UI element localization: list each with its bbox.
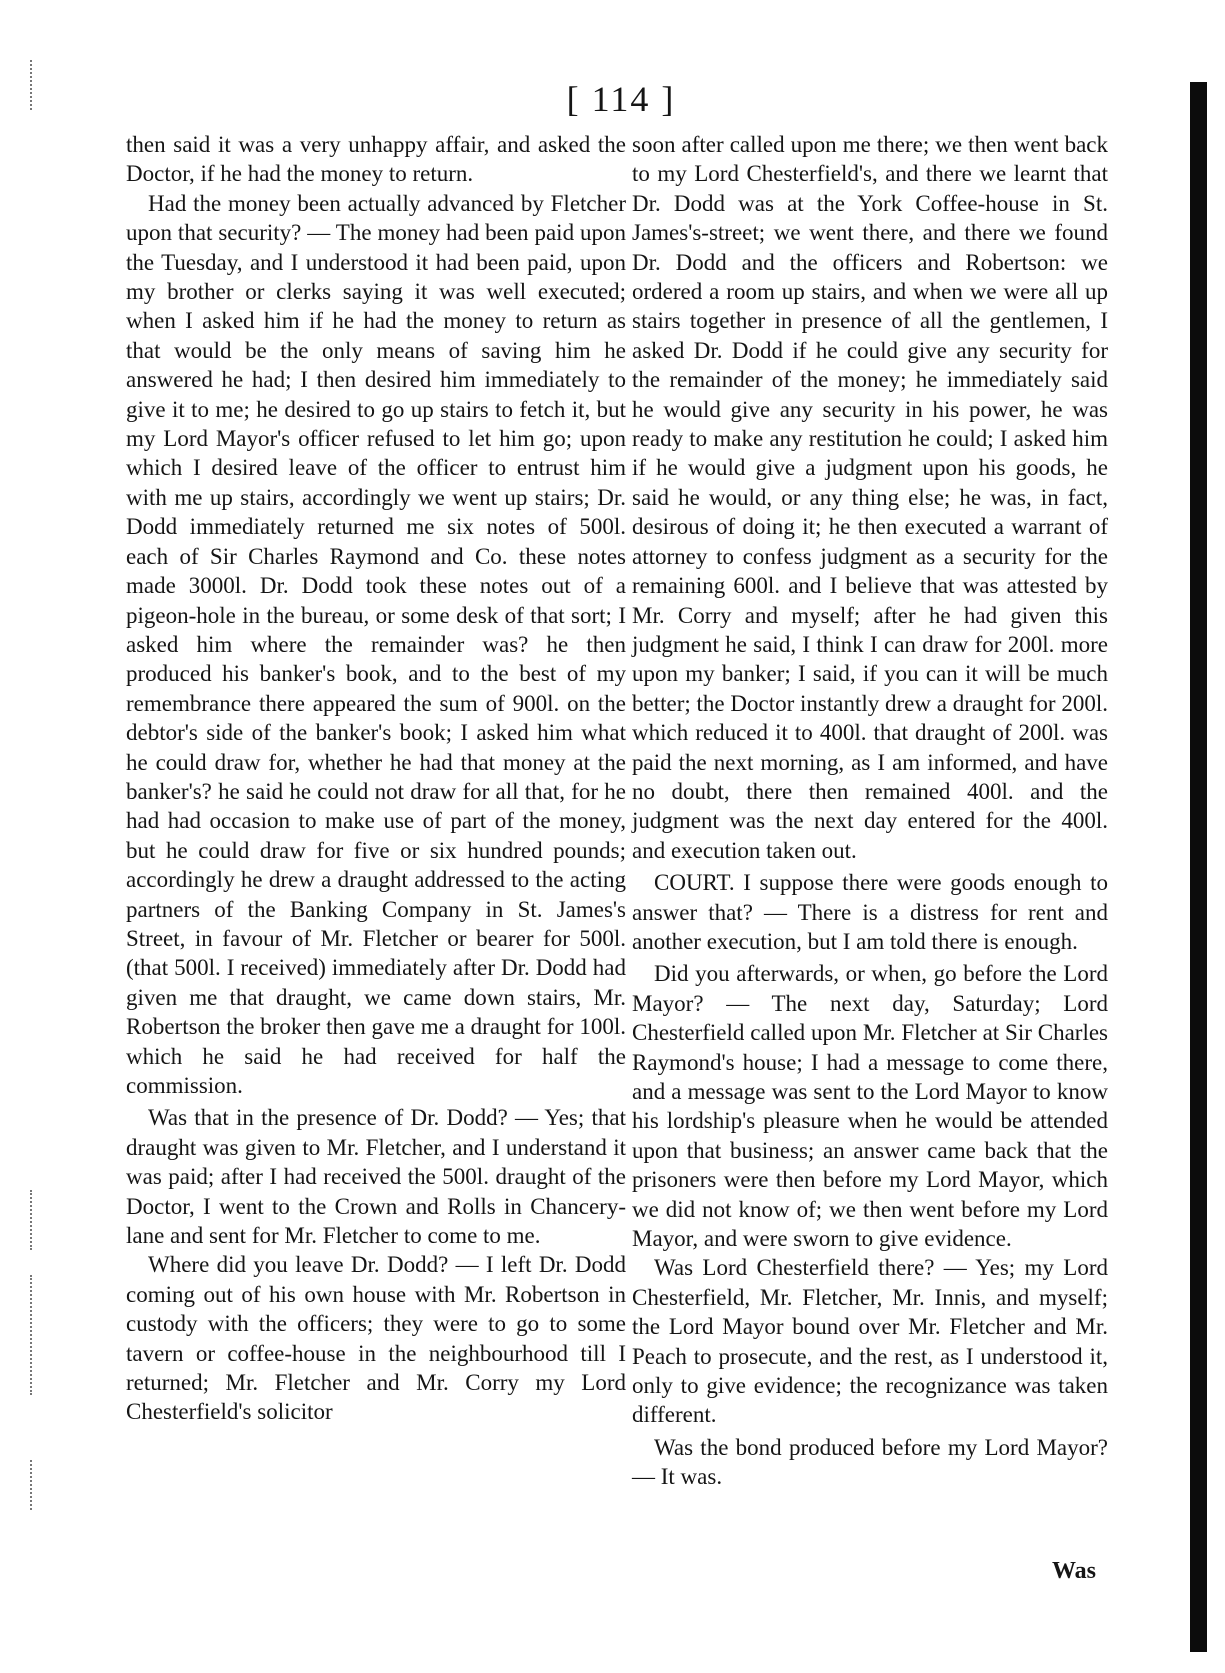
binding-edge-shadow xyxy=(1190,82,1207,1652)
paragraph: Where did you leave Dr. Dodd? — I left Dr. Dodd coming out of his own house with Mr. Robertson in custody with the officers; they were to go to some tavern or coffee-house in the neighbourhood till I returned; Mr. Fletcher and Mr. Corry my Lord Chesterfield's solicitor xyxy=(126,1252,626,1425)
paragraph: then said it was a very unhappy affair, and asked the Doctor, if he had the money to return. xyxy=(126,132,626,187)
paragraph: Was Lord Chesterfield there? — Yes; my Lord Chesterfield, Mr. Fletcher, Mr. Innis, and myself; the Lord Mayor bound over Mr. Fletcher and Mr. Peach to prosecute, and the rest, as I understood it, only to give evidence; the recognizance was taken different. xyxy=(632,1255,1108,1428)
left-column xyxy=(126,130,626,1427)
right-column xyxy=(632,130,1108,1492)
margin-mark-top xyxy=(30,60,40,110)
margin-mark-bottom xyxy=(30,1460,40,1510)
catchword: Was xyxy=(1052,1558,1097,1584)
paragraph: Was that in the presence of Dr. Dodd? — Yes; that draught was given to Mr. Fletcher, and I understand it was paid; after I had received the 500l. draught of the Doctor, I went to the Crown and Rolls in Chancery-lane and sent for Mr. Fletcher to come to me. xyxy=(126,1105,626,1249)
paragraph: Was the bond produced before my Lord Mayor? — It was. xyxy=(632,1434,1108,1490)
page-number: [ 114 ] xyxy=(566,79,676,119)
margin-mark-middle xyxy=(30,1190,40,1250)
paragraph: Had the money been actually advanced by Fletcher upon that security? — The money had been paid upon the Tuesday, and I understood it had been paid, upon my brother or clerks saying it was well executed; when I asked him if he had the money to return as that would be the only means of saving him he answered he had; I then desired him immediately to give it to me; he desired to go up stairs to fetch it, but my Lord Mayor's officer refused to let him go; upon which I desired leave of the officer to entrust him with me up stairs, accordingly we went up stairs; Dr. Dodd immediately returned me six notes of 500l. each of Sir Charles Raymond and Co. these notes made 3000l. Dr. Dodd took these notes out of a pigeon-hole in the bureau, or some desk of that sort; I asked him where the remainder was? he then produced his banker's book, and to the best of my remembrance there appeared the sum of 900l. on the debtor's side of the banker's book; I asked him what he could draw for, whether he had that money at the banker's? he said he could not draw for all that, for he had had occasion to make use of part of the money, but he could draw for five or six hundred pounds; accordingly he drew a draught addressed to the acting partners of the Banking Company in St. James's Street, in favour of Mr. Fletcher or bearer for 500l. (that 500l. I received) immediately after Dr. Dodd had given me that draught, we came down stairs, Mr. Robertson the broker then gave me a draught for 100l. which he said he had received for half the commission. xyxy=(126,190,626,1098)
margin-mark-lower xyxy=(30,1275,40,1395)
paragraph: COURT. I suppose there were goods enough to answer that? — There is a distress for rent and another execution, but I am told there is enough. xyxy=(632,870,1108,954)
paragraph: soon after called upon me there; we then went back to my Lord Chesterfield's, and there we learnt that Dr. Dodd was at the York Coffee-house in St. James's-street; we went there, and there we found Dr. Dodd and the officers and Robertson: we ordered a room up stairs, and when we were all up stairs together in presence of all the gentlemen, I asked Dr. Dodd if he could give any security for the remainder of the money; he immediately said he would give any security in his power, he was ready to make any restitution he could; I asked him if he would give a judgment upon his goods, he said he would, or any thing else; he was, in fact, desirous of doing it; he then executed a warrant of attorney to confess judgment as a security for the remaining 600l. and I believe that was attested by Mr. Corry and myself; after he had given this judgment he said, I think I can draw for 200l. more upon my banker; I said, if you can it will be much better; the Doctor instantly drew a draught for 200l. which reduced it to 400l. that draught of 200l. was paid the next morning, as I am informed, and have no doubt, there then remained 400l. and the judgment was the next day entered for the 400l. and execution taken out. xyxy=(632,132,1108,863)
paragraph: Did you afterwards, or when, go before the Lord Mayor? — The next day, Saturday; Lord Chesterfield called upon Mr. Fletcher at Sir Charles Raymond's house; I had a message to come there, and a message was sent to the Lord Mayor to know his lordship's pleasure when he would be attended upon that business; an answer came back that the prisoners were then before my Lord Mayor, which we did not know of; we then went before my Lord Mayor, and were sworn to give evidence. xyxy=(632,961,1108,1252)
